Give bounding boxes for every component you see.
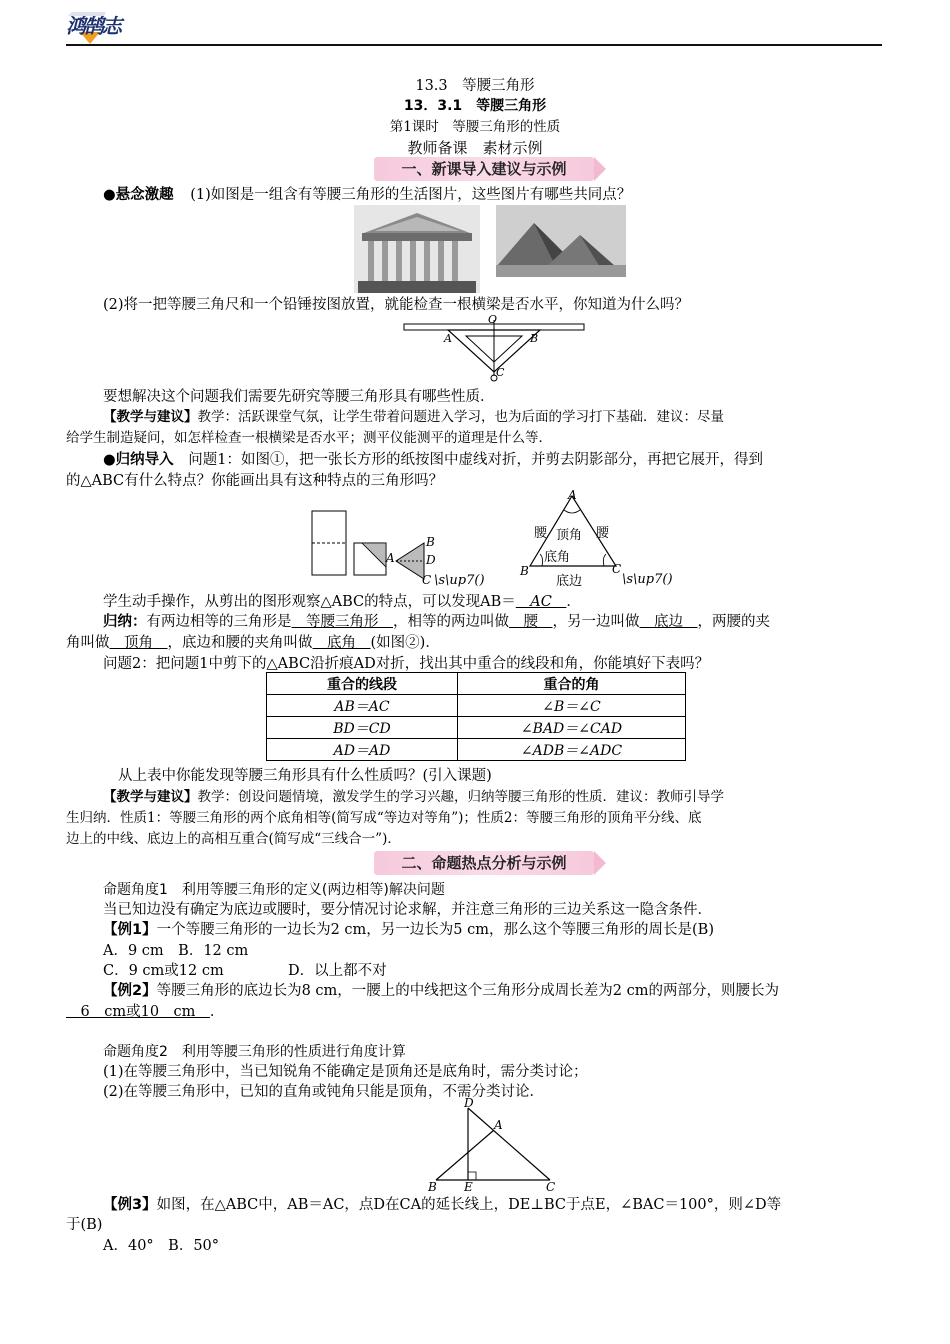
observation-line <box>103 593 581 611</box>
lesson-title: 第1课时 等腰三角形的性质 <box>389 119 561 135</box>
observation-text: 学生动手操作，从剪出的图形观察△ABC的特点，可以发现AB＝ <box>103 594 516 610</box>
pyramid-photo <box>496 205 626 277</box>
fig1-label-a: A <box>386 551 395 565</box>
answer-leg: 腰 <box>509 614 553 630</box>
example-3-options: A．40° B．50° <box>103 1238 220 1254</box>
tri-label-a: A <box>568 488 577 502</box>
example-3-figure <box>426 1096 566 1196</box>
table-cell: AD＝AD <box>267 739 458 761</box>
advice-2-label: 【教学与建议】 <box>103 789 198 805</box>
question-2-text: (2)将一把等腰三角尺和一个铅锤按图放置，就能检查一根横梁是否水平，你知道为什么吗？ <box>103 297 690 313</box>
label-base-angle: 底角 <box>544 550 571 565</box>
label-vertex-angle: 顶角 <box>556 528 583 543</box>
label-a: A <box>444 332 452 345</box>
tri-label-c: C <box>612 562 622 576</box>
answer-vertex-angle: 顶角 <box>109 635 168 651</box>
table-header-cell: 重合的线段 <box>267 673 458 695</box>
ex3-label-a: A <box>494 1118 503 1132</box>
summary-text-6: ，底边和腰的夹角叫做 <box>167 635 313 651</box>
tri-label-b: B <box>520 564 529 578</box>
label-c: C <box>496 366 505 379</box>
fig1-caption: \s\up7() <box>434 573 485 588</box>
summary-line <box>103 613 770 631</box>
study-text: 要想解决这个问题我们需要先研究等腰三角形具有哪些性质． <box>103 389 495 405</box>
summary-text-5: 角叫做 <box>66 635 110 651</box>
label-yao-left: 腰 <box>534 526 548 541</box>
header-rule <box>66 44 882 46</box>
example-2-answer: 6 cm或10 cm <box>66 1004 210 1020</box>
table-row <box>267 695 686 717</box>
label-base: 底边 <box>556 574 583 589</box>
summary-line-2 <box>66 634 440 652</box>
table-cell: ∠B＝∠C <box>458 695 686 717</box>
beam-figure <box>400 310 590 390</box>
answer-base-angle: 底角 <box>312 635 371 651</box>
advice-2-text: 教学：创设问题情境，激发学生的学习兴趣，归纳等腰三角形的性质．建议：教师引导学 <box>197 789 724 805</box>
observation-answer: AC <box>515 594 567 610</box>
example-3-text: 如图，在△ABC中，AB＝AC，点D在CA的延长线上，DE⊥BC于点E，∠BAC＝100°，则∠D等 <box>156 1197 782 1213</box>
overlap-table <box>266 672 686 761</box>
table-header-cell: 重合的角 <box>458 673 686 695</box>
logo <box>66 8 146 44</box>
table-cell: ∠ADB＝∠ADC <box>458 739 686 761</box>
fig1-label-d: D <box>426 553 436 567</box>
fig2-caption: \s\up7() <box>622 572 673 587</box>
example-2-text: 等腰三角形的底边长为8 cm，一腰上的中线把这个三角形分成周长差为2 cm的两部分，则腰长为 <box>156 983 779 999</box>
paper-fold-figure <box>308 505 488 595</box>
table-row <box>267 739 686 761</box>
temple-photo <box>354 205 480 293</box>
question-2-fold: 问题2：把问题1中剪下的△ABC沿折痕AD对折，找出其中重合的线段和角，你能填好下表吗？ <box>103 656 710 672</box>
advice-1-text: 教学：活跃课堂气氛，让学生带着问题进入学习，也为后面的学习打下基础．建议：尽量 <box>197 409 724 425</box>
answer-base: 底边 <box>639 614 698 630</box>
ex3-label-c: C <box>546 1180 556 1194</box>
topic-2-point-2: (2)在等腰三角形中，已知的直角或钝角只能是顶角，不需分类讨论． <box>103 1084 545 1100</box>
triangle-parts-figure <box>518 488 678 592</box>
advice-1-line-2: 给学生制造疑问，如怎样检查一根横梁是否水平；测平仪能测平的道理是什么等． <box>66 430 552 446</box>
induct-label: ●归纳导入 <box>103 452 174 468</box>
example-1-option-d: D．以上都不对 <box>288 963 387 979</box>
induct-line-2: 的△ABC有什么特点？你能画出具有这种特点的三角形吗？ <box>66 473 444 489</box>
answer-isosceles: 等腰三角形 <box>291 614 393 630</box>
label-yao-right: 腰 <box>596 526 610 541</box>
example-1 <box>103 921 714 939</box>
summary-text-7: (如图②)． <box>370 635 440 651</box>
example-2-end: ． <box>209 1004 225 1020</box>
topic-2-point-1: (1)在等腰三角形中，当已知锐角不能确定是顶角还是底角时，需分类讨论； <box>103 1064 588 1080</box>
example-2-label: 【例2】 <box>103 983 157 999</box>
advice-2-line-3: 边上的中线、底边上的高相互重合(简写成“三线合一”)． <box>66 831 401 847</box>
summary-text-3: ，另一边叫做 <box>552 614 640 630</box>
induct-text: 问题1：如图①，把一张长方形的纸按图中虚线对折，并剪去阴影部分，再把它展开，得到 <box>188 452 763 468</box>
example-3-label: 【例3】 <box>103 1197 157 1213</box>
topic-1-title: 命题角度1 利用等腰三角形的定义(两边相等)解决问题 <box>103 882 445 898</box>
ex3-label-b: B <box>428 1180 437 1194</box>
suspense-label: ●悬念激趣 <box>103 187 174 203</box>
example-2 <box>103 982 779 1000</box>
example-1-option-c: C．9 cm或12 cm <box>103 963 224 979</box>
logo-text: 鸿鹄志 <box>66 14 120 38</box>
advice-1-label: 【教学与建议】 <box>103 409 198 425</box>
topic-1-desc: 当已知边没有确定为底边或腰时，要分情况讨论求解，并注意三角形的三边关系这一隐含条件． <box>103 902 712 918</box>
prep-title: 教师备课 素材示例 <box>407 139 543 157</box>
ex3-label-e: E <box>464 1180 473 1194</box>
subsection-title: 13．3.1 等腰三角形 <box>403 98 547 114</box>
summary-label: 归纳： <box>103 614 147 630</box>
summary-text-2: ，相等的两边叫做 <box>393 614 509 630</box>
fig1-label-b: B <box>426 535 435 549</box>
advice-2-line-2: 生归纳．性质1：等腰三角形的两个底角相等(简写成“等边对等角”)；性质2：等腰三角形的顶角平分线、底 <box>66 810 702 826</box>
example-1-options-ab: A．9 cm B．12 cm <box>103 943 249 959</box>
suspense-text: (1)如图是一组含有等腰三角形的生活图片，这些图片有哪些共同点？ <box>190 187 632 203</box>
advice-1-line <box>103 408 724 426</box>
banner-topics: 二、命题热点分析与示例 <box>374 851 594 875</box>
after-table-text: 从上表中你能发现等腰三角形具有什么性质吗？(引入课题) <box>118 768 492 784</box>
table-cell: AB＝AC <box>267 695 458 717</box>
table-cell: ∠BAD＝∠CAD <box>458 717 686 739</box>
advice-2-line <box>103 788 724 806</box>
banner-intro: 一、新课导入建议与示例 <box>374 157 594 181</box>
fig1-label-c: C <box>422 573 432 587</box>
topic-2-title: 命题角度2 利用等腰三角形的性质进行角度计算 <box>103 1044 406 1060</box>
section-title: 13.3 等腰三角形 <box>415 78 535 94</box>
suspense-line <box>103 186 631 204</box>
table-header-row <box>267 673 686 695</box>
example-1-text: 一个等腰三角形的一边长为2 cm，另一边长为5 cm，那么这个等腰三角形的周长是(B) <box>156 922 714 938</box>
example-3-line-2: 于(B) <box>66 1217 103 1233</box>
summary-text-4: ，两腰的夹 <box>697 614 770 630</box>
induct-line <box>103 451 763 469</box>
label-o: O <box>488 313 498 326</box>
table-row <box>267 717 686 739</box>
summary-text-1: 有两边相等的三角形是 <box>146 614 292 630</box>
observation-end: ． <box>566 594 581 610</box>
example-1-label: 【例1】 <box>103 922 157 938</box>
example-3 <box>103 1196 781 1214</box>
example-2-answer-line <box>66 1003 224 1021</box>
ex3-label-d: D <box>464 1096 474 1110</box>
table-cell: BD＝CD <box>267 717 458 739</box>
label-b: B <box>530 332 539 345</box>
